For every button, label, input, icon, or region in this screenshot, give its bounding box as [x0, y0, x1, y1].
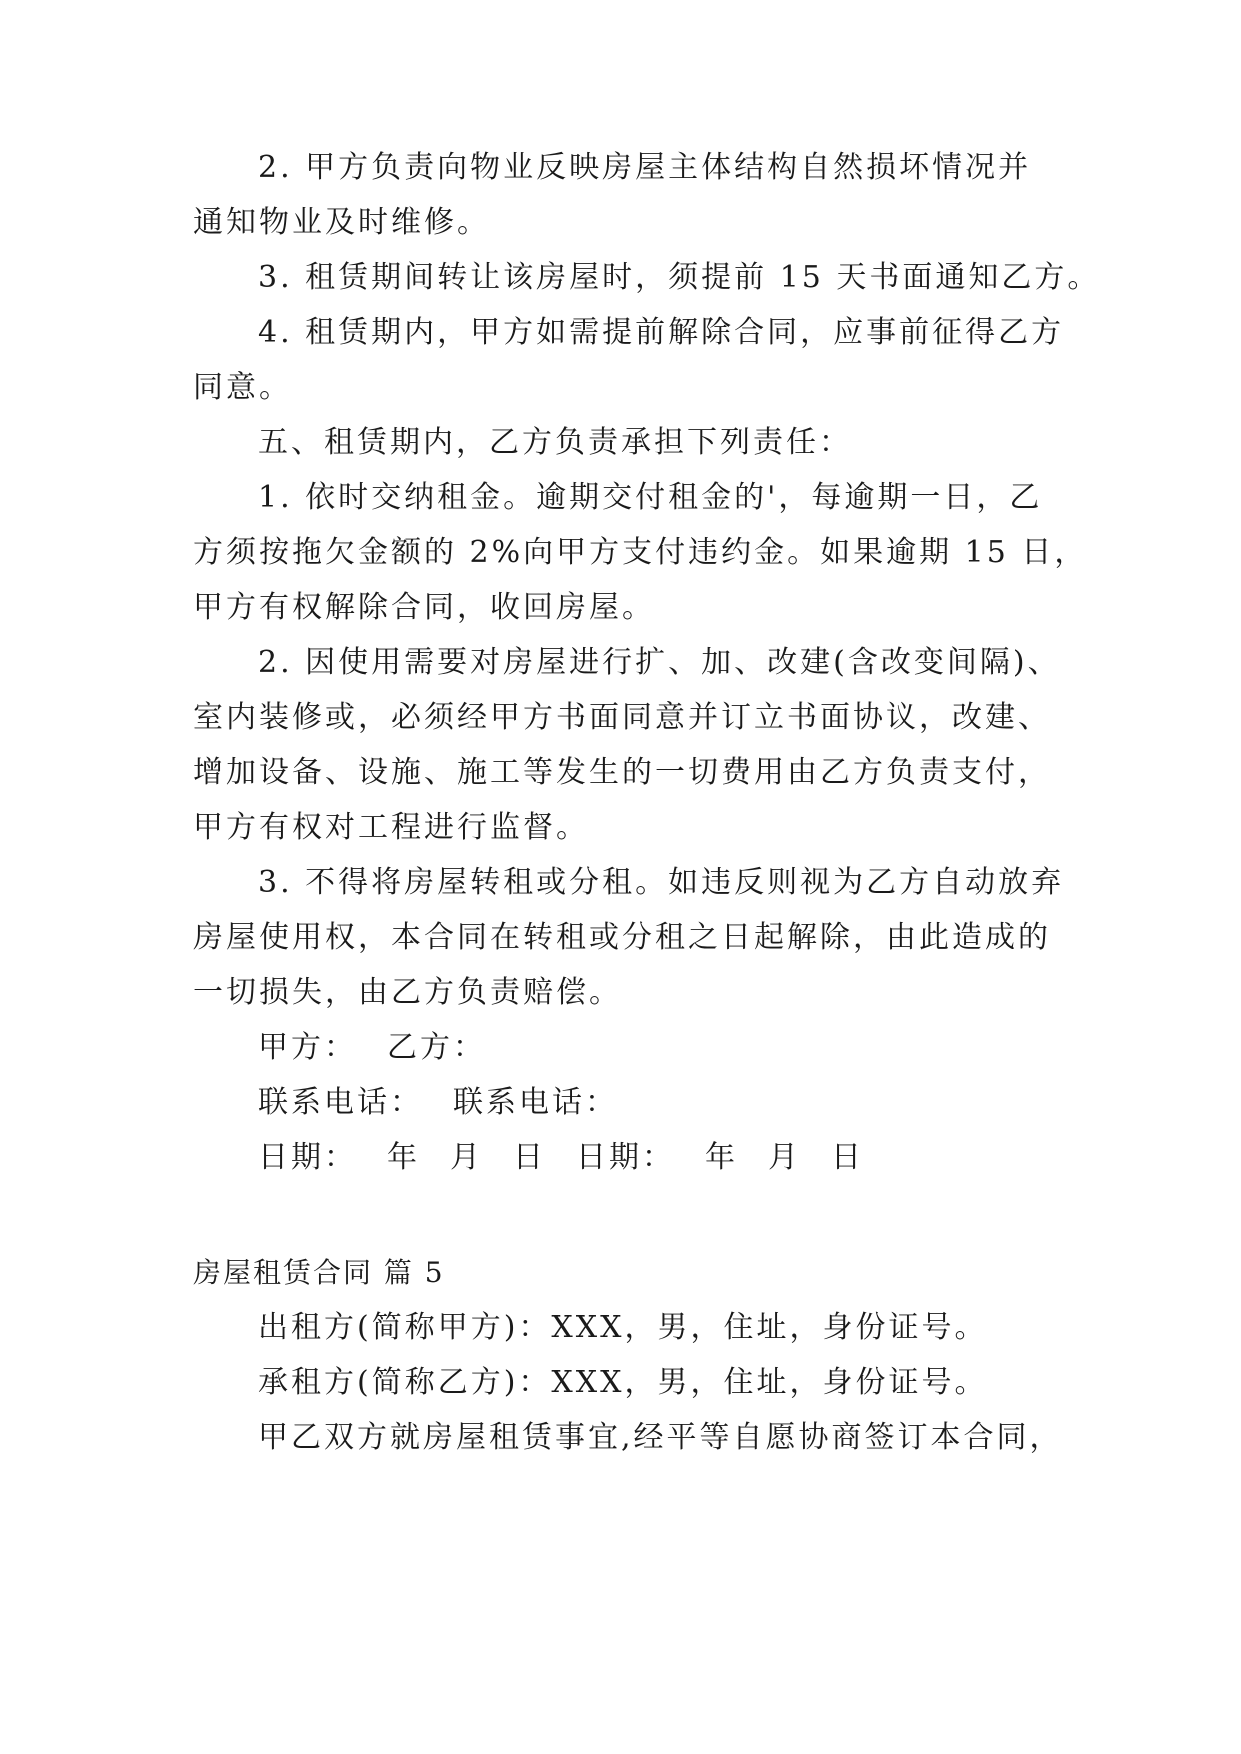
date-a-month: 月 — [450, 1140, 483, 1175]
clause-4-2-line-2: 通知物业及时维修。 — [193, 205, 490, 240]
date-a-day: 日 — [513, 1140, 546, 1175]
clause-5-1-line-2: 方须按拖欠金额的 2%向甲方支付违约金。如果逾期 15 日， — [193, 535, 1088, 570]
clause-5-1-line-1: 1. 依时交纳租金。逾期交付租金的'，每逾期一日，乙 — [258, 480, 1043, 515]
section-five-heading: 五、租赁期内，乙方负责承担下列责任： — [258, 425, 852, 460]
phone-b-label: 联系电话： — [453, 1085, 618, 1120]
lessee-line: 承租方(简称乙方)：XXX，男，住址，身份证号。 — [258, 1365, 988, 1400]
clause-5-2-line-3: 增加设备、设施、施工等发生的一切费用由乙方负责支付， — [193, 755, 1051, 790]
clause-5-2-line-2: 室内装修或，必须经甲方书面同意并订立书面协议，改建、 — [193, 700, 1051, 735]
section-5-title: 房屋租赁合同 篇 5 — [193, 1256, 445, 1289]
clause-4-2-line-1: 2. 甲方负责向物业反映房屋主体结构自然损坏情况并 — [258, 150, 1032, 185]
date-a-year: 年 — [387, 1140, 420, 1175]
signature-date-row — [258, 1138, 864, 1178]
date-b-label: 日期： — [576, 1140, 675, 1175]
agreement-intro-line: 甲乙双方就房屋租赁事宜,经平等自愿协商签订本合同， — [258, 1420, 1063, 1455]
date-b-year: 年 — [705, 1140, 738, 1175]
clause-4-4-line-1: 4. 租赁期内，甲方如需提前解除合同，应事前征得乙方 — [258, 315, 1065, 350]
signature-parties-row — [258, 1028, 486, 1068]
clause-4-3: 3. 租赁期间转让该房屋时，须提前 15 天书面通知乙方。 — [258, 260, 1101, 295]
clause-5-3-line-2: 房屋使用权，本合同在转租或分租之日起解除，由此造成的 — [193, 920, 1051, 955]
date-b-day: 日 — [831, 1140, 864, 1175]
clause-5-3-line-1: 3. 不得将房屋转租或分租。如违反则视为乙方自动放弃 — [258, 865, 1065, 900]
date-a-label: 日期： — [258, 1140, 357, 1175]
clause-5-1-line-3: 甲方有权解除合同，收回房屋。 — [193, 590, 655, 625]
clause-4-4-line-2: 同意。 — [193, 370, 292, 405]
phone-a-label: 联系电话： — [258, 1085, 423, 1120]
clause-5-2-line-1: 2. 因使用需要对房屋进行扩、加、改建(含改变间隔)、 — [258, 645, 1061, 680]
signature-phone-row — [258, 1083, 618, 1123]
clause-5-2-line-4: 甲方有权对工程进行监督。 — [193, 810, 589, 845]
party-b-label: 乙方： — [387, 1030, 486, 1065]
date-b-month: 月 — [768, 1140, 801, 1175]
clause-5-3-line-3: 一切损失，由乙方负责赔偿。 — [193, 975, 622, 1010]
party-a-label: 甲方： — [258, 1030, 357, 1065]
lessor-line: 出租方(简称甲方)：XXX，男，住址，身份证号。 — [258, 1310, 988, 1345]
